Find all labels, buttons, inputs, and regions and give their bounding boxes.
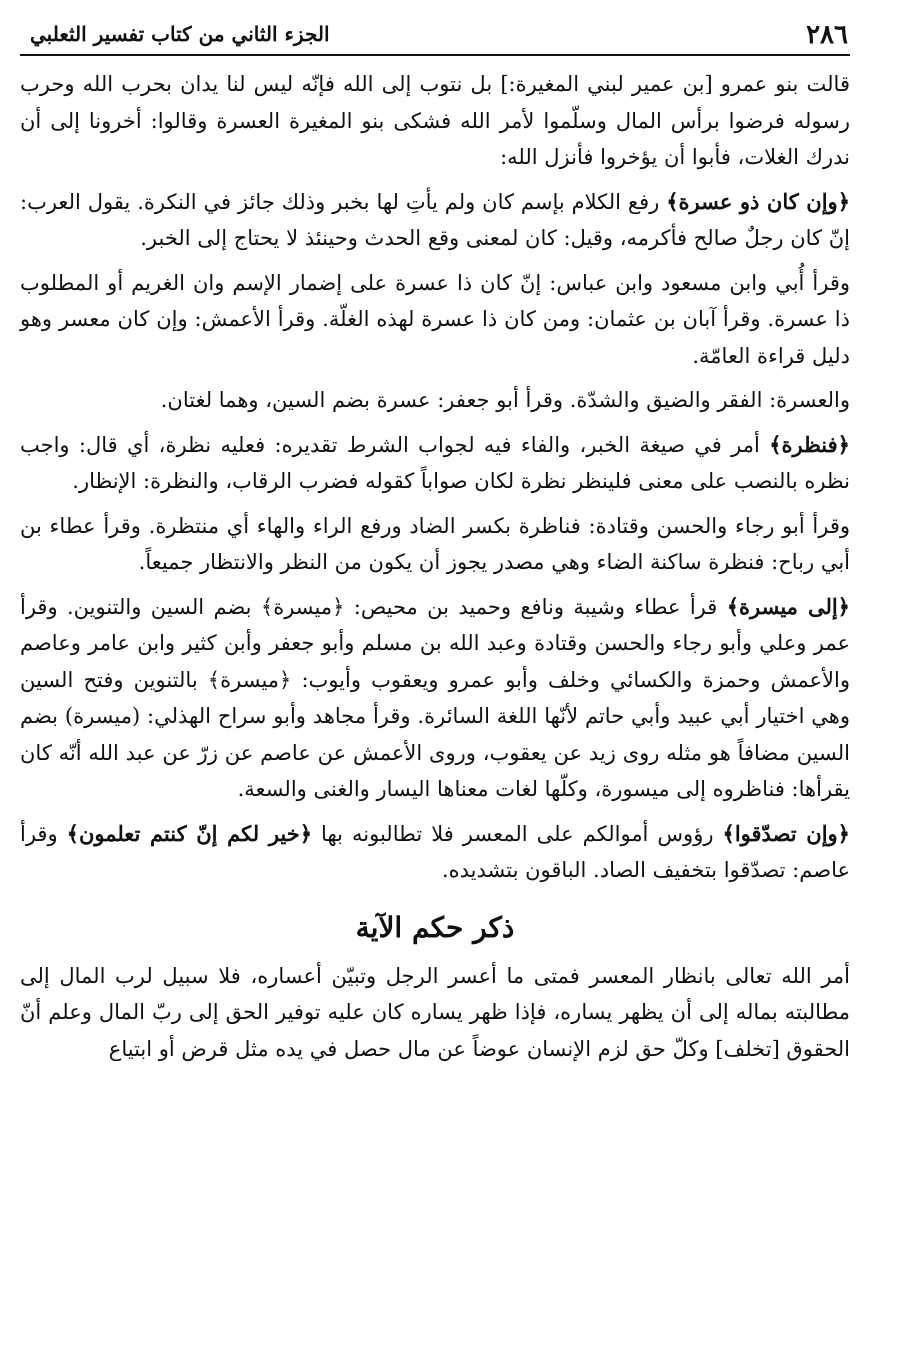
- running-header: [20, 18, 850, 56]
- paragraph-2: [20, 184, 850, 257]
- paragraph-6: [20, 508, 850, 581]
- quran-verse: ﴿إلى ميسرة﴾: [726, 593, 850, 619]
- paragraph-8: [20, 816, 850, 889]
- quran-verse: ﴿وإن كان ذو عسرة﴾: [666, 188, 850, 214]
- paragraph-3: [20, 265, 850, 375]
- paragraph-text: وقرأ عاصم: تصدّقوا بتخفيف الصاد. الباقون بتشديده.: [20, 821, 850, 882]
- paragraph-7: [20, 589, 850, 808]
- book-title: الجزء الثاني من كتاب تفسير الثعلبي: [30, 22, 330, 46]
- paragraph-text: وقرأ أُبي وابن مسعود وابن عباس: إنّ كان ذا عسرة على إضمار الإسم وان الغريم أو المطلوب ذا عسرة. وقرأ آبان بن عثمان: ومن كان ذا عسرة لهذه الغلّة. وقرأ الأعمش: وإن كان معسر وهو دليل قراءة العامّة.: [20, 270, 850, 368]
- paragraph-text: قرأ عطاء وشيبة ونافع وحميد بن محيص: ﴿ميسرة﴾ بضم السين والتنوين. وقرأ عمر وعلي وأبو رجاء والحسن وقتادة وعبد الله بن مسلم وأبو جعفر وأبن كثير وابن عامر وعاصم والأعمش وحمزة والكسائي وخلف وأبو عمرو ويعقوب وأيوب: ﴿ميسرة﴾ بالتنوين وفتح السين وهي اختيار أبي عبيد وأبي حاتم لأنّها اللغة السائرة. وقرأ مجاهد وأبو سراح الهذلي: (ميسرة) بضم السين مضافاً هو مثله روى زيد عن يعقوب، وروى الأعمش عن عاصم عن زرّ عن عبد الله أنّه كان يقرأها: فناظروه إلى ميسورة، وكلّها لغات معناها اليسار والغنى والسعة.: [20, 594, 850, 801]
- paragraph-text: أمر في صيغة الخبر، والفاء فيه لجواب الشرط تقديره: فعليه نظرة، أي قال: واجب نظره بالنصب على معنى فلينظر نظرة لكان صواباً كقوله فضرب الرقاب، والنظرة: الإنظار.: [20, 432, 850, 493]
- paragraph-text: رؤوس أموالكم على المعسر فلا تطالبونه بها: [312, 821, 723, 846]
- paragraph-5: [20, 427, 850, 500]
- paragraph-text: قالت بنو عمرو [بن عمير لبني المغيرة:] بل نتوب إلى الله فإنّه ليس لنا يدان بحرب الله وحرب رسوله فرضوا برأس المال وسلّموا لأمر الله فشكى بنو المغيرة العسرة وقالوا: أخرونا إلى أن ندرك الغلات، فأبوا أن يؤخروا فأنزل الله:: [20, 72, 850, 169]
- paragraph-text: وقرأ أبو رجاء والحسن وقتادة: فناظرة بكسر الضاد ورفع الراء والهاء أي منتظرة. وقرأ عطاء بن أبي رباح: فنظرة ساكنة الضاء وهي مصدر يجوز أن يكون من النظر والانتظار جميعاً.: [20, 513, 850, 574]
- quran-verse: ﴿خير لكم إنّ كنتم تعلمون﴾: [66, 820, 313, 846]
- quran-verse: ﴿فنظرة﴾: [769, 431, 850, 457]
- quran-verse: ﴿وإن تصدّقوا﴾: [722, 820, 850, 846]
- paragraph-text: رفع الكلام بإسم كان ولم يأتِ لها بخبر وذلك جائز في النكرة. يقول العرب: إنّ كان رجلٌ صالح فأكرمه، وقيل: كان لمعنى وقع الحدث وحينئذ لا يحتاج إلى الخبر.: [20, 189, 850, 250]
- book-page: [20, 18, 850, 1075]
- paragraph-text: أمر الله تعالى بانظار المعسر فمتى ما أعسر الرجل وتبيّن أعساره، فلا سبيل لرب المال إلى مطالبته بماله إلى أن يظهر يساره، فإذا ظهر يساره كان عليه توفير الحق إلى ربّ المال وعلم أنّ الحقوق [تخلف] وكلّ حق لزم الإنسان عوضاً عن مال حصل في يده مثل قرض أو ابتياع: [20, 963, 850, 1061]
- page-number: ٢٨٦: [806, 20, 848, 50]
- paragraph-text: والعسرة: الفقر والضيق والشدّة. وقرأ أبو جعفر: عسرة بضم السين، وهما لغتان.: [160, 388, 850, 412]
- section-heading: ذكر حكم الآية: [355, 910, 515, 944]
- paragraph-1: [20, 66, 850, 176]
- section-paragraph: [20, 958, 850, 1068]
- paragraph-4: [20, 382, 850, 419]
